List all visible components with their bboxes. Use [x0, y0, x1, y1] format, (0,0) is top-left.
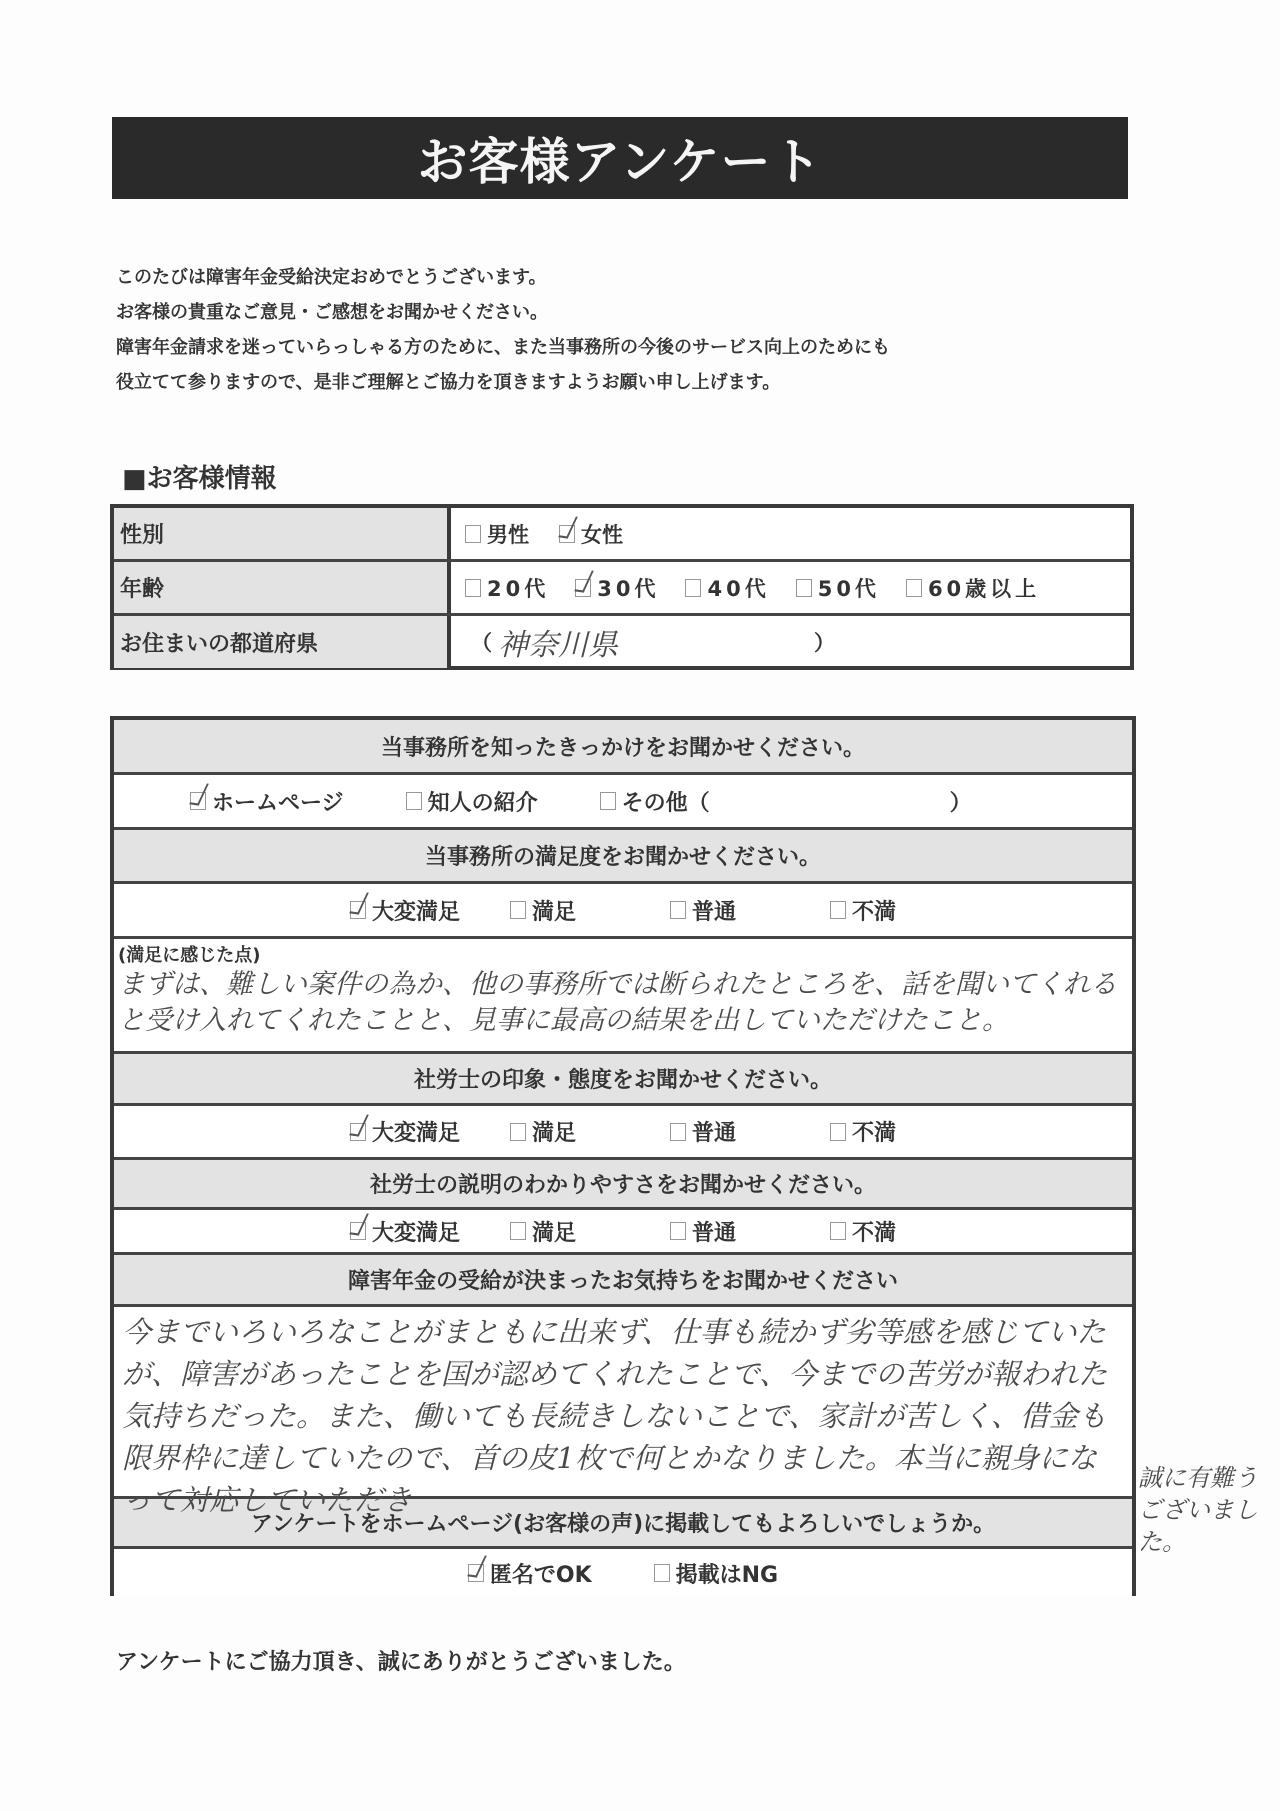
gender-options	[451, 508, 1130, 559]
gender-option-male[interactable]	[465, 519, 529, 549]
prefecture-value[interactable]: 神奈川県	[498, 628, 618, 663]
checked-checkbox-icon[interactable]	[350, 1222, 366, 1240]
prefecture-row	[114, 616, 1130, 668]
gender-row	[114, 508, 1130, 562]
option-label: 大変満足	[371, 1220, 460, 1246]
close-paren: ）	[949, 790, 972, 816]
publish-options	[114, 1549, 1132, 1597]
rating-very-satisfied[interactable]	[350, 1216, 510, 1247]
intro-line: お客様の貴重なご意見・ご感想をお聞かせください。	[116, 302, 548, 323]
checkbox-icon[interactable]	[670, 1222, 686, 1240]
checked-checkbox-icon[interactable]	[190, 792, 206, 810]
option-label: 40代	[707, 576, 770, 601]
closing-text: アンケートにご協力頂き、誠にありがとうございました。	[116, 1650, 686, 1675]
option-label: 匿名でOK	[489, 1562, 592, 1588]
age-option-50s[interactable]	[796, 573, 880, 603]
checked-checkbox-icon[interactable]	[350, 901, 366, 919]
prefecture-label: お住まいの都道府県	[114, 616, 451, 668]
checkbox-icon[interactable]	[406, 792, 422, 810]
customer-info-table	[110, 504, 1134, 670]
intro-text	[116, 260, 1096, 400]
rating-dissatisfied[interactable]	[830, 1216, 896, 1247]
age-option-30s[interactable]	[575, 573, 659, 603]
option-label: 知人の紹介	[427, 790, 538, 816]
rating-very-satisfied[interactable]	[350, 1116, 510, 1147]
rating-neutral[interactable]	[670, 1116, 830, 1147]
survey-box	[110, 716, 1136, 1596]
checkbox-icon[interactable]	[510, 1222, 526, 1240]
gender-label: 性別	[114, 508, 451, 559]
checkbox-icon[interactable]	[510, 901, 526, 919]
source-option-other[interactable]	[600, 786, 972, 817]
rating-dissatisfied[interactable]	[830, 895, 896, 926]
margin-note: 誠に有難うございました。	[1138, 1464, 1258, 1556]
rating-satisfied[interactable]	[510, 1216, 670, 1247]
option-label: 満足	[531, 1121, 576, 1146]
feelings-answer[interactable]: 今までいろいろなことがまともに出来ず、仕事も続かず劣等感を感じていたが、障害があったことを国が認めてくれたことで、今までの苦労が報われた気持ちだった。また、働いても長続きしないことで、家計が苦しく、借金も限界枠に達していたので、首の皮1枚で何とかなりました。本当に親身になって対応していただき	[122, 1315, 1108, 1517]
question-publish: アンケートをホームページ(お客様の声)に掲載してもよろしいでしょうか。	[114, 1499, 1132, 1549]
checked-checkbox-icon[interactable]	[559, 525, 575, 543]
question-feelings: 障害年金の受給が決まったお気持ちをお聞かせください	[114, 1255, 1132, 1307]
checkbox-icon[interactable]	[670, 1123, 686, 1141]
checked-checkbox-icon[interactable]	[575, 579, 591, 597]
checkbox-icon[interactable]	[465, 579, 481, 597]
checkbox-icon[interactable]	[906, 579, 922, 597]
age-options	[451, 562, 1130, 613]
age-option-20s[interactable]	[465, 573, 549, 603]
option-label: 満足	[531, 1220, 576, 1246]
checkbox-icon[interactable]	[796, 579, 812, 597]
publish-option-anonymous-ok[interactable]	[468, 1558, 592, 1589]
checkbox-icon[interactable]	[830, 1222, 846, 1240]
checkbox-icon[interactable]	[600, 792, 616, 810]
question-clarity: 社労士の説明のわかりやすさをお聞かせください。	[114, 1160, 1132, 1210]
option-label: 女性	[581, 522, 623, 547]
option-label: 男性	[487, 522, 529, 547]
satisfaction-comment-field[interactable]	[114, 939, 1132, 1054]
checked-checkbox-icon[interactable]	[468, 1564, 484, 1582]
gender-option-female[interactable]	[559, 519, 623, 549]
office-satisfaction-options	[114, 884, 1132, 939]
question-source: 当事務所を知ったきっかけをお聞かせください。	[114, 720, 1132, 775]
rating-neutral[interactable]	[670, 895, 830, 926]
checkbox-icon[interactable]	[465, 525, 481, 543]
age-option-60plus[interactable]	[906, 573, 1040, 603]
question-impression: 社労士の印象・態度をお聞かせください。	[114, 1054, 1132, 1106]
intro-line: このたびは障害年金受給決定おめでとうございます。	[116, 267, 547, 288]
checkbox-icon[interactable]	[830, 901, 846, 919]
source-option-referral[interactable]	[406, 786, 538, 817]
comment-label: (満足に感じた点)	[118, 945, 261, 966]
option-label: 大変満足	[371, 1121, 460, 1146]
source-option-homepage[interactable]	[190, 786, 344, 817]
option-label: 不満	[851, 1121, 896, 1146]
option-label: 60歳以上	[927, 576, 1041, 601]
rating-very-satisfied[interactable]	[350, 895, 510, 926]
checkbox-icon[interactable]	[654, 1564, 670, 1582]
survey-title: お客様アンケート	[112, 117, 1128, 199]
rating-dissatisfied[interactable]	[830, 1116, 896, 1147]
checkbox-icon[interactable]	[510, 1123, 526, 1141]
checkbox-icon[interactable]	[670, 901, 686, 919]
option-label: 20代	[487, 576, 550, 601]
option-label: 掲載はNG	[675, 1562, 779, 1588]
open-paren: （	[471, 631, 492, 655]
impression-options	[114, 1106, 1132, 1160]
intro-line: 役立てて参りますので、是非ご理解とご協力を頂きますようお願い申し上げます。	[116, 372, 781, 393]
prefecture-field[interactable]	[451, 616, 1130, 668]
satisfaction-comment[interactable]: まずは、難しい案件の為か、他の事務所では断られたところを、話を聞いてくれると受け入れてくれたことと、見事に最高の結果を出していただけたこと。	[118, 969, 1117, 1036]
option-label: その他（	[621, 790, 710, 816]
option-label: 30代	[597, 576, 660, 601]
option-label: 50代	[817, 576, 880, 601]
close-paren: ）	[814, 631, 835, 655]
checkbox-icon[interactable]	[685, 579, 701, 597]
rating-neutral[interactable]	[670, 1216, 830, 1247]
customer-info-heading: ■お客様情報	[122, 464, 277, 494]
intro-line: 障害年金請求を迷っていらっしゃる方のために、また当事務所の今後のサービス向上のためにも	[116, 337, 890, 358]
publish-option-ng[interactable]	[654, 1558, 778, 1589]
age-label: 年齢	[114, 562, 451, 613]
option-label: 普通	[691, 899, 736, 925]
option-label: ホームページ	[212, 790, 344, 816]
age-option-40s[interactable]	[685, 573, 769, 603]
rating-satisfied[interactable]	[510, 895, 670, 926]
option-label: 不満	[851, 899, 896, 925]
checked-checkbox-icon[interactable]	[350, 1123, 366, 1141]
question-office-satisfaction: 当事務所の満足度をお聞かせください。	[114, 830, 1132, 884]
rating-satisfied[interactable]	[510, 1116, 670, 1147]
clarity-options	[114, 1210, 1132, 1255]
option-label: 大変満足	[371, 899, 460, 925]
option-label: 満足	[531, 899, 576, 925]
option-label: 普通	[691, 1121, 736, 1146]
age-row	[114, 562, 1130, 616]
checkbox-icon[interactable]	[830, 1123, 846, 1141]
option-label: 不満	[851, 1220, 896, 1246]
source-options	[114, 775, 1132, 830]
feelings-answer-field[interactable]	[114, 1307, 1132, 1517]
option-label: 普通	[691, 1220, 736, 1246]
